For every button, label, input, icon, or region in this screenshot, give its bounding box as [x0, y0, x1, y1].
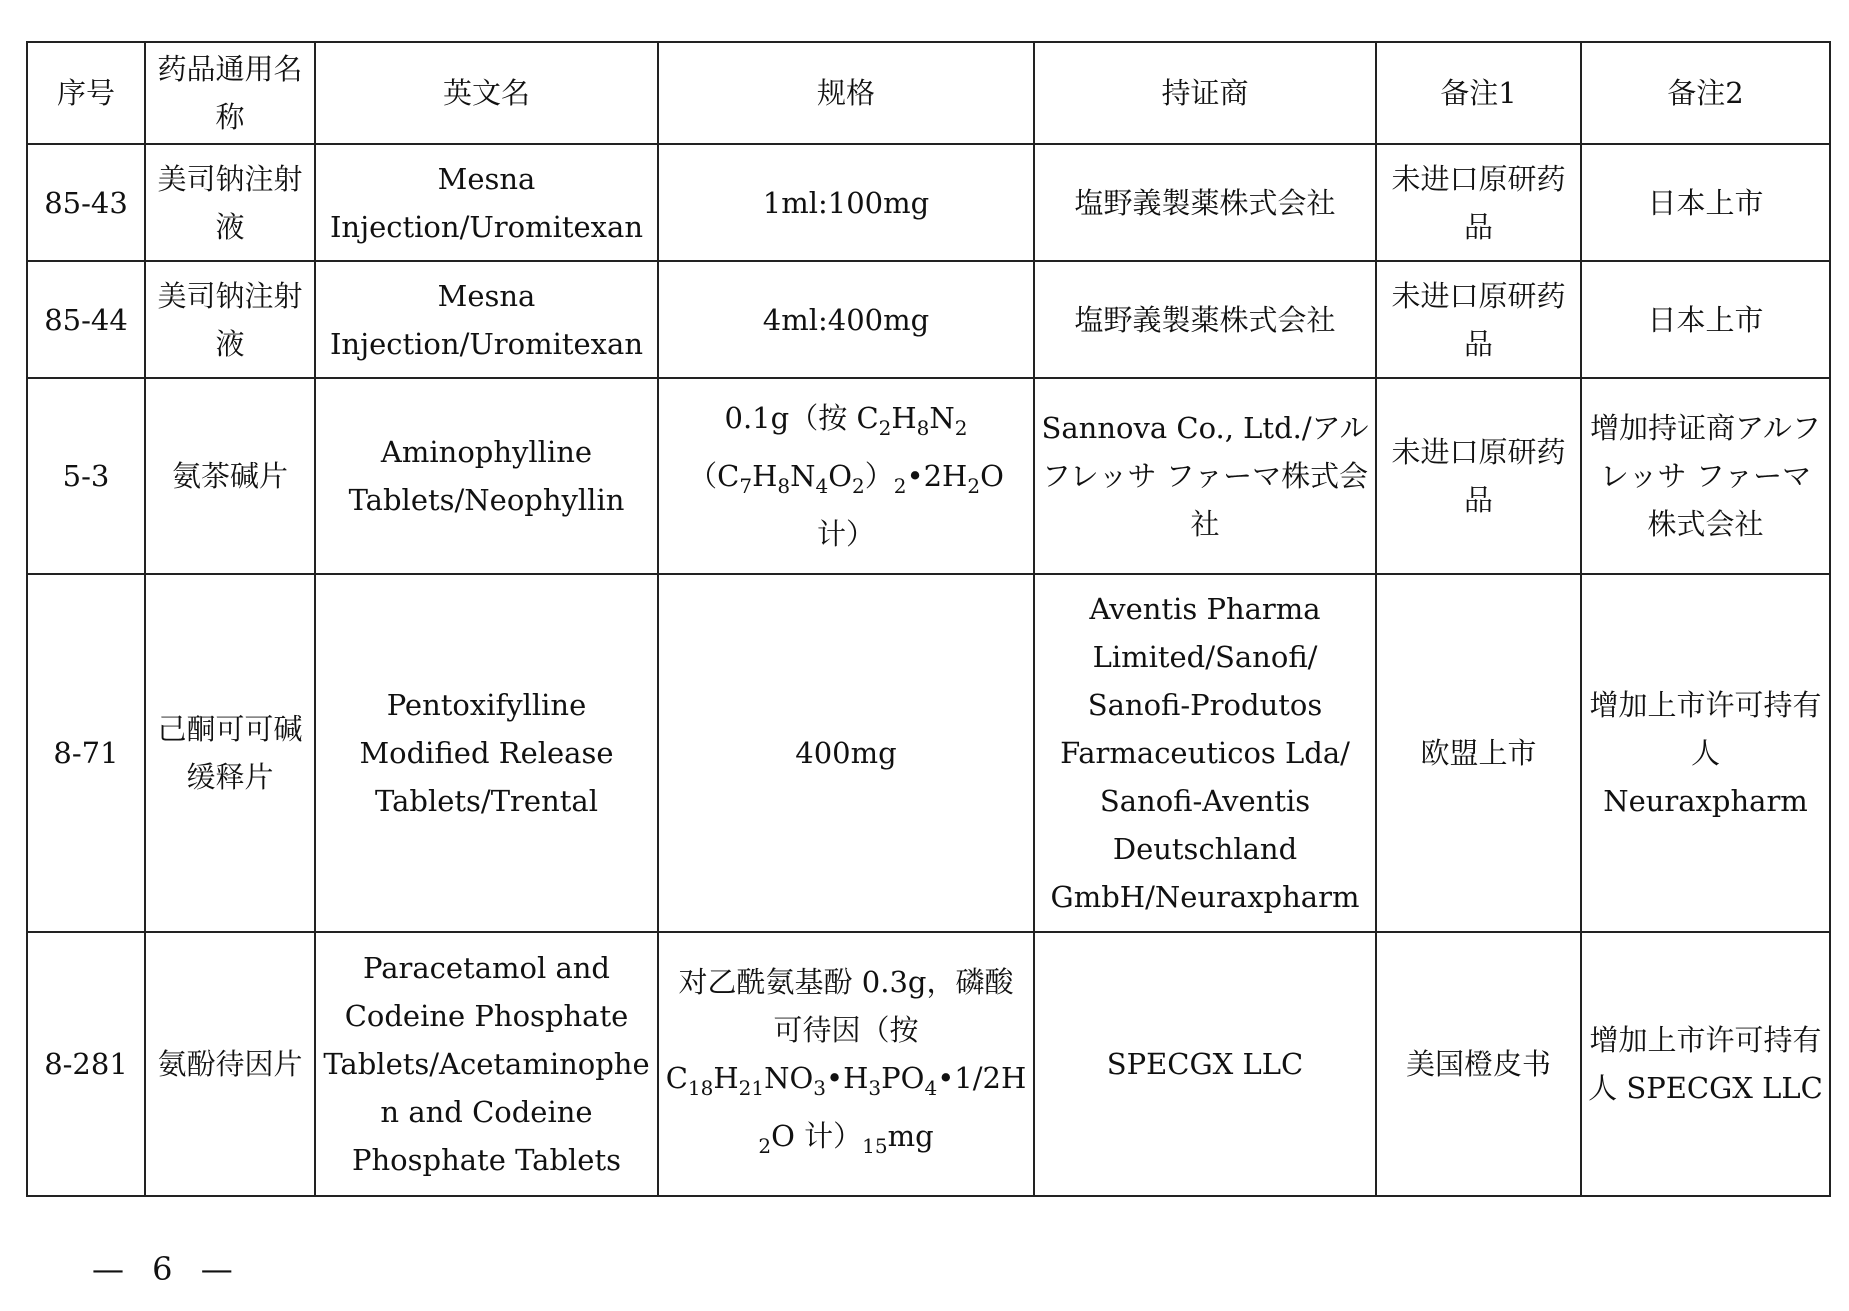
- cell-seq: 8-71: [27, 574, 145, 932]
- header-generic-name: 药品通用名称: [145, 42, 315, 144]
- drug-table: [26, 41, 1831, 1197]
- cell-generic-name: 氨茶碱片: [145, 378, 315, 574]
- cell-english-name: Paracetamol and Codeine Phosphate Tablets/Acetaminophen and Codeine Phosphate Tablets: [315, 932, 658, 1196]
- header-english-name: 英文名: [315, 42, 658, 144]
- cell-note-2: 增加持证商アルフレッサ ファーマ株式会社: [1581, 378, 1830, 574]
- page-footer: [92, 1250, 235, 1288]
- cell-holder: Aventis Pharma Limited/Sanofi/ Sanofi-Produtos Farmaceuticos Lda/ Sanofi-Aventis Deutschland GmbH/Neuraxpharm: [1034, 574, 1376, 932]
- cell-spec: 1ml:100mg: [658, 144, 1034, 261]
- footer-dash-right: —: [200, 1250, 235, 1288]
- cell-spec: 400mg: [658, 574, 1034, 932]
- table-row: [27, 378, 1830, 574]
- cell-note-2: 日本上市: [1581, 261, 1830, 378]
- cell-english-name: Aminophylline Tablets/Neophyllin: [315, 378, 658, 574]
- footer-dash-left: —: [92, 1250, 126, 1288]
- cell-note-1: 未进口原研药品: [1376, 144, 1581, 261]
- cell-generic-name: 美司钠注射液: [145, 261, 315, 378]
- page-number: 6: [152, 1250, 175, 1288]
- cell-generic-name: 己酮可可碱缓释片: [145, 574, 315, 932]
- table-row: [27, 261, 1830, 378]
- cell-english-name: Mesna Injection/Uromitexan: [315, 144, 658, 261]
- cell-note-1: 未进口原研药品: [1376, 261, 1581, 378]
- table-row: [27, 574, 1830, 932]
- cell-holder: SPECGX LLC: [1034, 932, 1376, 1196]
- cell-spec-formula: 对乙酰氨基酚 0.3g，磷酸可待因（按 $C_{18}H_{21}NO_3•H_3PO_4•1/2H_2O$ 计）$_{15}mg$: [658, 932, 1034, 1196]
- cell-seq: 8-281: [27, 932, 145, 1196]
- header-seq: 序号: [27, 42, 145, 144]
- cell-generic-name: 氨酚待因片: [145, 932, 315, 1196]
- cell-note-2: 日本上市: [1581, 144, 1830, 261]
- cell-note-2: 增加上市许可持有人 SPECGX LLC: [1581, 932, 1830, 1196]
- cell-english-name: Pentoxifylline Modified Release Tablets/Trental: [315, 574, 658, 932]
- cell-spec-formula: 0.1g（按 $C_2H_8N_2(C_7H_8N_4O_2)_2•2H_2O$ 计）: [658, 378, 1034, 574]
- header-holder: 持证商: [1034, 42, 1376, 144]
- cell-holder: Sannova Co., Ltd./アルフレッサ ファーマ株式会社: [1034, 378, 1376, 574]
- header-note-1: 备注1: [1376, 42, 1581, 144]
- table-row: [27, 144, 1830, 261]
- cell-holder: 塩野義製薬株式会社: [1034, 261, 1376, 378]
- header-note-2: 备注2: [1581, 42, 1830, 144]
- cell-seq: 5-3: [27, 378, 145, 574]
- cell-holder: 塩野義製薬株式会社: [1034, 144, 1376, 261]
- cell-note-2: 增加上市许可持有人 Neuraxpharm: [1581, 574, 1830, 932]
- header-spec: 规格: [658, 42, 1034, 144]
- cell-generic-name: 美司钠注射液: [145, 144, 315, 261]
- cell-english-name: Mesna Injection/Uromitexan: [315, 261, 658, 378]
- header-row: [27, 42, 1830, 144]
- cell-seq: 85-43: [27, 144, 145, 261]
- cell-spec: 4ml:400mg: [658, 261, 1034, 378]
- table-row: [27, 932, 1830, 1196]
- cell-seq: 85-44: [27, 261, 145, 378]
- cell-note-1: 未进口原研药品: [1376, 378, 1581, 574]
- cell-note-1: 美国橙皮书: [1376, 932, 1581, 1196]
- cell-note-1: 欧盟上市: [1376, 574, 1581, 932]
